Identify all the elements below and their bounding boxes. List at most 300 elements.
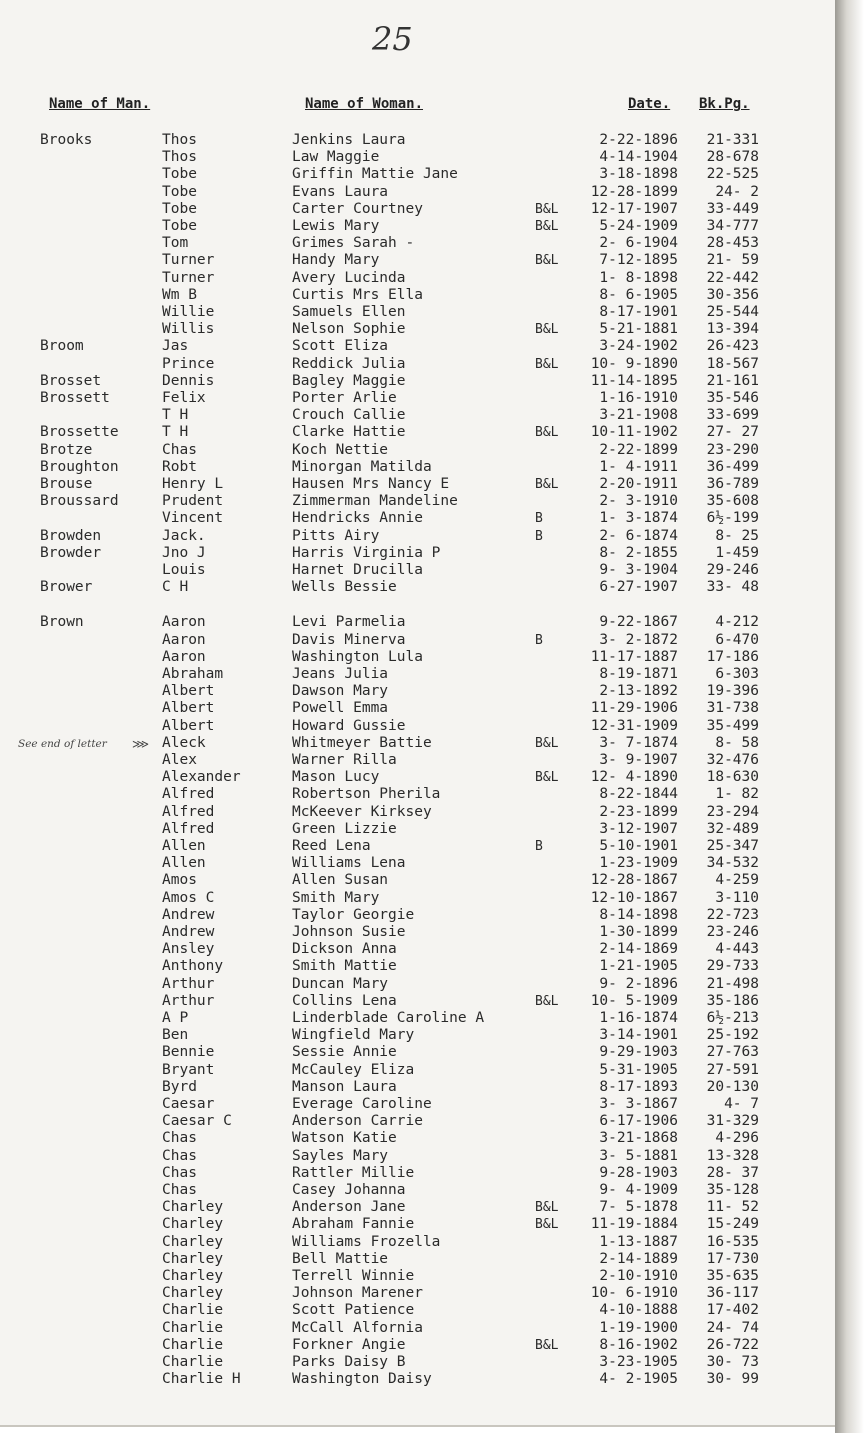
woman-name: Rattler Millie <box>292 1164 415 1181</box>
marriage-date: 9-29-1903 <box>599 1044 678 1061</box>
record-row <box>0 579 848 596</box>
book-page: 35-128 <box>706 1182 759 1198</box>
record-row <box>0 1371 848 1388</box>
man-surname: Brouse <box>40 476 93 492</box>
woman-name: Manson Laura <box>292 1078 397 1095</box>
record-row <box>0 1234 848 1251</box>
record-row <box>0 958 848 975</box>
man-given-name: Tom <box>162 235 189 252</box>
man-given-name: C H <box>162 579 189 596</box>
record-row <box>0 683 848 700</box>
record-row <box>0 924 848 941</box>
marriage-date: 8- 6-1905 <box>599 286 678 303</box>
man-given-name: Aaron <box>162 648 206 665</box>
marriage-date: 12-28-1867 <box>590 872 678 889</box>
marriage-date: 1-13-1887 <box>599 1233 678 1250</box>
woman-name: Washington Daisy <box>292 1371 432 1388</box>
marriage-date: 2-20-1911 <box>599 476 678 492</box>
book-page: 27-763 <box>706 1044 759 1061</box>
man-given-name: Anthony <box>162 958 224 975</box>
record-code: B <box>535 528 543 544</box>
record-row <box>0 1010 848 1027</box>
woman-name: Crouch Callie <box>292 407 406 424</box>
man-surname: Brooks <box>40 132 93 148</box>
man-given-name: Bennie <box>162 1044 215 1061</box>
man-given-name: Allen <box>162 838 206 854</box>
record-row <box>0 1268 848 1285</box>
book-page: 36-499 <box>706 458 759 475</box>
marriage-date: 12-17-1907 <box>590 200 678 217</box>
record-row <box>0 1199 848 1216</box>
record-row <box>0 700 848 717</box>
book-page: 28- 37 <box>706 1164 759 1181</box>
record-row <box>0 907 848 924</box>
man-given-name: Albert <box>162 700 215 717</box>
book-page: 11- 52 <box>706 1199 759 1216</box>
woman-name: Jeans Julia <box>292 666 389 682</box>
marriage-date: 1-21-1905 <box>599 958 678 975</box>
book-page: 25-192 <box>706 1027 759 1044</box>
marriage-date: 10- 6-1910 <box>590 1285 678 1302</box>
man-given-name: Charley <box>162 1268 224 1284</box>
marriage-date: 8-22-1844 <box>599 786 678 803</box>
record-row <box>0 1148 848 1165</box>
woman-name: Nelson Sophie <box>292 321 406 338</box>
man-given-name: Amos C <box>162 889 215 906</box>
marriage-date: 10-11-1902 <box>590 424 678 441</box>
man-given-name: Dennis <box>162 372 215 389</box>
man-given-name: Willis <box>162 321 215 338</box>
marriage-date: 1- 3-1874 <box>599 510 678 527</box>
marriage-date: 1-30-1899 <box>599 924 678 940</box>
marriage-date: 9- 3-1904 <box>599 562 678 578</box>
woman-name: Linderblade Caroline A <box>292 1010 485 1026</box>
book-page: 32-476 <box>706 752 759 768</box>
record-code: B&L <box>535 322 559 338</box>
book-page: 35-608 <box>706 493 759 510</box>
marriage-date: 9- 2-1896 <box>599 975 678 992</box>
man-given-name: Charley <box>162 1233 224 1250</box>
book-page: 33- 48 <box>706 579 759 596</box>
marriage-date: 3-18-1898 <box>599 166 678 183</box>
man-given-name: Tobe <box>162 218 197 234</box>
record-row <box>0 184 848 201</box>
woman-name: Warner Rilla <box>292 752 397 768</box>
record-code: B <box>535 632 543 648</box>
marriage-date: 10- 5-1909 <box>590 992 678 1009</box>
book-page: 22-525 <box>706 166 759 183</box>
man-given-name: Prudent <box>162 493 224 510</box>
man-given-name: Alex <box>162 752 197 768</box>
man-given-name: Jack. <box>162 527 206 544</box>
book-page: 34-532 <box>706 855 759 872</box>
book-page: 23-294 <box>706 803 759 820</box>
book-page: 19-396 <box>706 683 759 700</box>
man-given-name: Alfred <box>162 786 215 803</box>
man-surname: Broussard <box>40 493 119 510</box>
woman-name: Curtis Mrs Ella <box>292 286 423 303</box>
book-page: 35-635 <box>706 1268 759 1284</box>
woman-name: Zimmerman Mandeline <box>292 493 458 510</box>
man-surname: Brower <box>40 579 93 596</box>
record-row <box>0 562 848 579</box>
book-page: 35-186 <box>706 992 759 1009</box>
man-surname: Browder <box>40 544 102 561</box>
book-page: 17-730 <box>706 1250 759 1267</box>
book-page: 18-630 <box>706 769 759 786</box>
book-page: 35-546 <box>706 390 759 406</box>
man-surname: Brown <box>40 614 84 631</box>
woman-name: Porter Arlie <box>292 390 397 406</box>
woman-name: Powell Emma <box>292 700 389 717</box>
record-row <box>0 769 848 786</box>
record-row <box>0 252 848 269</box>
woman-name: Abraham Fannie <box>292 1216 415 1233</box>
man-given-name: T H <box>162 424 189 441</box>
woman-name: Pitts Airy <box>292 527 380 544</box>
woman-name: Clarke Hattie <box>292 424 406 441</box>
book-page: 27- 27 <box>706 424 759 441</box>
book-page: 21- 59 <box>706 252 759 269</box>
woman-name: Law Maggie <box>292 149 380 166</box>
woman-name: Levi Parmelia <box>292 614 406 631</box>
man-surname: Brossette <box>40 424 119 441</box>
woman-name: Hausen Mrs Nancy E <box>292 476 450 492</box>
marriage-date: 12-10-1867 <box>590 889 678 906</box>
book-page: 8- 58 <box>715 734 759 751</box>
book-page: 4-259 <box>715 872 759 889</box>
record-row <box>0 1251 848 1268</box>
record-code: B&L <box>535 1217 559 1233</box>
marriage-date: 11-14-1895 <box>590 372 678 389</box>
marriage-date: 2-22-1896 <box>599 132 678 148</box>
book-page: 34-777 <box>706 218 759 234</box>
record-row <box>0 976 848 993</box>
marriage-date: 1-16-1910 <box>599 390 678 406</box>
book-page: 21-331 <box>706 132 759 148</box>
marriage-date: 2-23-1899 <box>599 803 678 820</box>
marriage-date: 9-28-1903 <box>599 1164 678 1181</box>
man-surname: Brossett <box>40 390 110 406</box>
woman-name: Bagley Maggie <box>292 372 406 389</box>
woman-name: Evans Laura <box>292 183 389 200</box>
record-row <box>0 373 848 390</box>
record-code: B&L <box>535 993 559 1009</box>
record-row <box>0 993 848 1010</box>
woman-name: Jenkins Laura <box>292 132 406 148</box>
woman-name: Lewis Mary <box>292 218 380 234</box>
man-given-name: Charley <box>162 1216 224 1233</box>
record-row <box>0 1096 848 1113</box>
book-page: 31-329 <box>706 1113 759 1130</box>
man-given-name: Wm B <box>162 286 197 303</box>
record-row <box>0 476 848 493</box>
book-page: 32-489 <box>706 820 759 837</box>
book-page: 13-394 <box>706 321 759 338</box>
record-row <box>0 1113 848 1130</box>
man-given-name: Charley <box>162 1250 224 1267</box>
marriage-date: 2-10-1910 <box>599 1268 678 1284</box>
marriage-date: 3-24-1902 <box>599 338 678 355</box>
man-given-name: Caesar <box>162 1096 215 1112</box>
book-page: 23-246 <box>706 924 759 940</box>
book-page: 1-459 <box>715 544 759 561</box>
woman-name: Hendricks Annie <box>292 510 423 527</box>
woman-name: Bell Mattie <box>292 1250 389 1267</box>
man-surname: Broughton <box>40 458 119 475</box>
man-surname: Broom <box>40 338 84 355</box>
woman-name: Dickson Anna <box>292 941 397 958</box>
marriage-date: 1-23-1909 <box>599 855 678 872</box>
book-page: 4- 7 <box>724 1096 759 1112</box>
marriage-date: 12- 4-1890 <box>590 769 678 786</box>
record-row <box>0 1044 848 1061</box>
man-given-name: Charlie <box>162 1302 224 1319</box>
book-page: 24- 74 <box>706 1319 759 1336</box>
book-page: 15-249 <box>706 1216 759 1233</box>
woman-name: McCauley Eliza <box>292 1061 415 1078</box>
woman-name: Scott Eliza <box>292 338 389 355</box>
book-page: 30- 99 <box>706 1371 759 1388</box>
record-code: B&L <box>535 219 559 234</box>
man-given-name: Bryant <box>162 1061 215 1078</box>
woman-name: Washington Lula <box>292 648 423 665</box>
record-row <box>0 752 848 769</box>
book-page: 23-290 <box>706 441 759 458</box>
record-code: B&L <box>535 425 559 441</box>
man-given-name: Byrd <box>162 1078 197 1095</box>
woman-name: Allen Susan <box>292 872 389 889</box>
woman-name: Reed Lena <box>292 838 371 854</box>
record-row <box>0 1027 848 1044</box>
marriage-date: 5-31-1905 <box>599 1061 678 1078</box>
record-row <box>0 838 848 855</box>
man-surname: Brotze <box>40 441 93 458</box>
marriage-date: 8- 2-1855 <box>599 544 678 561</box>
marriage-date: 3- 5-1881 <box>599 1147 678 1164</box>
woman-name: Collins Lena <box>292 992 397 1009</box>
marriage-date: 8-17-1893 <box>599 1078 678 1095</box>
marriage-date: 10- 9-1890 <box>590 355 678 372</box>
woman-name: Handy Mary <box>292 252 380 269</box>
record-row <box>0 510 848 527</box>
woman-name: Dawson Mary <box>292 683 389 700</box>
book-page: 20-130 <box>706 1078 759 1095</box>
marriage-date: 5-10-1901 <box>599 838 678 854</box>
book-page: 29-246 <box>706 562 759 578</box>
book-page: 36-789 <box>706 476 759 492</box>
marriage-date: 3- 2-1872 <box>599 631 678 648</box>
marriage-date: 3-14-1901 <box>599 1027 678 1044</box>
woman-name: Avery Lucinda <box>292 269 406 286</box>
record-code: B <box>535 839 543 854</box>
woman-name: Parks Daisy B <box>292 1354 406 1370</box>
woman-name: Minorgan Matilda <box>292 458 432 475</box>
woman-name: Johnson Marener <box>292 1285 423 1302</box>
record-row <box>0 614 848 631</box>
woman-name: Koch Nettie <box>292 441 389 458</box>
man-given-name: Tobe <box>162 200 197 217</box>
record-row <box>0 735 848 752</box>
marriage-date: 4- 2-1905 <box>599 1371 678 1388</box>
record-row <box>0 632 848 649</box>
man-given-name: Vincent <box>162 510 224 527</box>
marriage-date: 1-19-1900 <box>599 1319 678 1336</box>
book-page: 6½-199 <box>706 510 759 527</box>
man-given-name: Allen <box>162 855 206 872</box>
man-given-name: Charlie H <box>162 1371 241 1388</box>
woman-name: Everage Caroline <box>292 1096 432 1112</box>
man-given-name: Felix <box>162 390 206 406</box>
marriage-date: 2-22-1899 <box>599 441 678 458</box>
record-code: B&L <box>535 1337 559 1353</box>
marriage-date: 12-31-1909 <box>590 717 678 734</box>
man-given-name: T H <box>162 407 189 424</box>
book-page: 35-499 <box>706 717 759 734</box>
marriage-date: 11-29-1906 <box>590 700 678 717</box>
book-page: 31-738 <box>706 700 759 717</box>
man-given-name: Charlie <box>162 1336 224 1353</box>
man-given-name: Amos <box>162 872 197 889</box>
marriage-date: 2-14-1889 <box>599 1250 678 1267</box>
record-row <box>0 270 848 287</box>
record-row <box>0 545 848 562</box>
man-given-name: Chas <box>162 1164 197 1181</box>
record-row <box>0 1354 848 1371</box>
man-given-name: Aaron <box>162 614 206 631</box>
marriage-date: 4-10-1888 <box>599 1302 678 1319</box>
man-given-name: Charley <box>162 1199 224 1216</box>
woman-name: Duncan Mary <box>292 975 389 992</box>
woman-name: Green Lizzie <box>292 820 397 837</box>
man-given-name: Andrew <box>162 924 215 940</box>
man-given-name: Caesar C <box>162 1113 232 1130</box>
record-row <box>0 821 848 838</box>
marriage-date: 3-21-1868 <box>599 1130 678 1147</box>
book-page: 3-110 <box>715 889 759 906</box>
record-row <box>0 666 848 683</box>
record-row <box>0 1062 848 1079</box>
book-page: 25-544 <box>706 304 759 320</box>
man-given-name: Chas <box>162 441 197 458</box>
woman-name: Anderson Carrie <box>292 1113 423 1130</box>
book-page: 8- 25 <box>715 527 759 544</box>
record-row <box>0 718 848 735</box>
marriage-date: 3- 9-1907 <box>599 752 678 768</box>
record-row <box>0 459 848 476</box>
record-row <box>0 166 848 183</box>
book-page: 22-442 <box>706 269 759 286</box>
record-row <box>0 390 848 407</box>
woman-name: Terrell Winnie <box>292 1268 415 1284</box>
woman-name: Williams Lena <box>292 855 406 872</box>
man-given-name: Turner <box>162 269 215 286</box>
marriage-date: 2- 6-1904 <box>599 235 678 252</box>
woman-name: Harris Virginia P <box>292 544 441 561</box>
man-given-name: Louis <box>162 562 206 578</box>
woman-name: Davis Minerva <box>292 631 406 648</box>
marriage-date: 8-14-1898 <box>599 906 678 923</box>
marriage-date: 7-12-1895 <box>599 252 678 269</box>
man-given-name: Willie <box>162 304 215 320</box>
record-row <box>0 872 848 889</box>
man-given-name: Andrew <box>162 906 215 923</box>
woman-name: Harnet Drucilla <box>292 562 423 578</box>
marriage-date: 11-19-1884 <box>590 1216 678 1233</box>
record-row <box>0 1337 848 1354</box>
record-code: B&L <box>535 735 559 751</box>
marriage-date: 2-13-1892 <box>599 683 678 700</box>
marriage-date: 2-14-1869 <box>599 941 678 958</box>
woman-name: Grimes Sarah - <box>292 235 415 252</box>
record-row <box>0 304 848 321</box>
marriage-date: 2- 6-1874 <box>599 527 678 544</box>
record-row <box>0 890 848 907</box>
man-given-name: Thos <box>162 132 197 148</box>
record-code: B&L <box>535 770 559 786</box>
book-page: 4-212 <box>715 614 759 631</box>
record-row <box>0 132 848 149</box>
book-page: 21-498 <box>706 975 759 992</box>
man-given-name: Charlie <box>162 1354 224 1370</box>
record-row <box>0 1216 848 1233</box>
record-row <box>0 235 848 252</box>
record-row <box>0 1302 848 1319</box>
woman-name: Whitmeyer Battie <box>292 734 432 751</box>
marriage-date: 3- 7-1874 <box>599 734 678 751</box>
woman-name: Smith Mary <box>292 889 380 906</box>
man-given-name: Abraham <box>162 666 224 682</box>
woman-name: Robertson Pherila <box>292 786 441 803</box>
record-row <box>0 442 848 459</box>
record-row <box>0 1130 848 1147</box>
record-row <box>0 201 848 218</box>
marriage-date: 9-22-1867 <box>599 614 678 631</box>
marriage-date: 3-21-1908 <box>599 407 678 424</box>
woman-name: Wingfield Mary <box>292 1027 415 1044</box>
marriage-date: 9- 4-1909 <box>599 1182 678 1198</box>
record-row <box>0 804 848 821</box>
record-row <box>0 1285 848 1302</box>
book-page: 16-535 <box>706 1233 759 1250</box>
record-code: B <box>535 511 543 527</box>
header-name-of-woman: Name of Woman. <box>305 96 424 112</box>
page-number: 25 <box>372 20 413 58</box>
man-given-name: A P <box>162 1010 189 1026</box>
record-row <box>0 149 848 166</box>
record-row <box>0 424 848 441</box>
marriage-date: 11-17-1887 <box>590 648 678 665</box>
marriage-date: 5-21-1881 <box>599 321 678 338</box>
man-given-name: Henry L <box>162 476 224 492</box>
record-row <box>0 786 848 803</box>
marriage-date: 3-23-1905 <box>599 1354 678 1370</box>
record-row <box>0 1320 848 1337</box>
book-page: 26-423 <box>706 338 759 355</box>
header-book-page: Bk.Pg. <box>699 96 750 112</box>
man-given-name: Prince <box>162 355 215 372</box>
record-code: B&L <box>535 356 559 372</box>
marriage-date: 3- 3-1867 <box>599 1096 678 1112</box>
book-page: 33-449 <box>706 200 759 217</box>
book-page: 17-402 <box>706 1302 759 1319</box>
book-page: 21-161 <box>706 372 759 389</box>
man-surname: Brosset <box>40 372 102 389</box>
man-given-name: Alfred <box>162 820 215 837</box>
book-page: 4-296 <box>715 1130 759 1147</box>
page-edge-shadow <box>835 0 864 1433</box>
marriage-date: 2- 3-1910 <box>599 493 678 510</box>
